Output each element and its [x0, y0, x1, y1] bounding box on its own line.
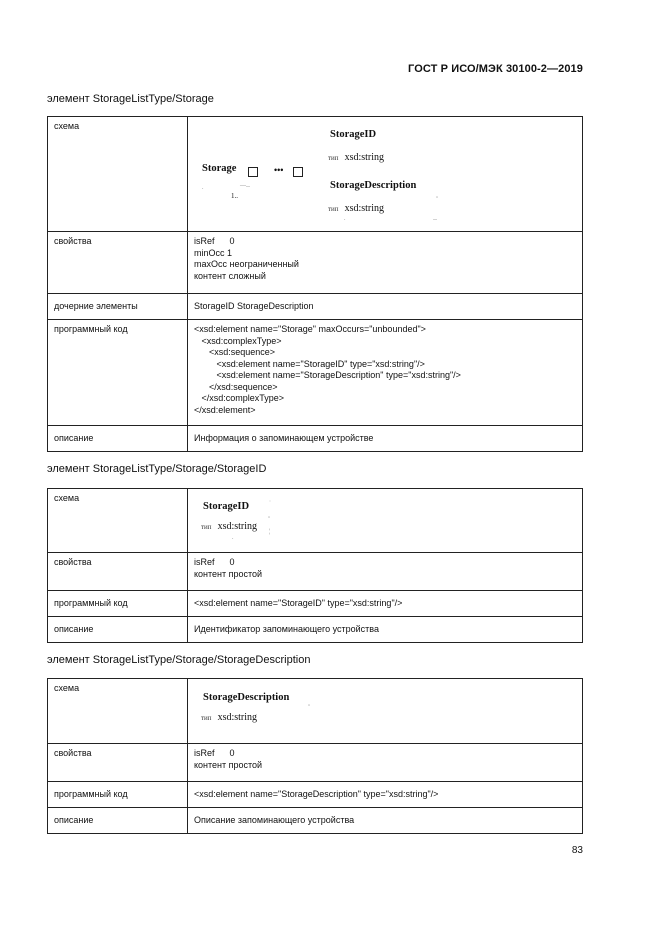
page-number: 83 — [571, 845, 583, 856]
complex-type-box-icon — [248, 167, 258, 177]
diagram-element-name: StorageDescription — [203, 692, 290, 703]
row-label-properties: свойства — [48, 553, 188, 591]
diagram-element-name: StorageID — [203, 501, 250, 512]
row-label-schema: схема — [48, 489, 188, 553]
type-value: xsd:string — [217, 521, 258, 532]
property-line: isRef 0 — [194, 557, 235, 567]
diagram-dot-mark: ˈ — [269, 501, 271, 507]
diagram-dot-mark: ¦ — [269, 529, 271, 535]
code-line: </xsd:sequence> — [194, 381, 278, 392]
property-line: maxOcc неограниченный — [194, 259, 299, 269]
element-table-storagedescription — [47, 678, 583, 834]
code-line: <xsd:element name="Storage" maxOccurs="unbounded"> — [194, 324, 426, 334]
diagram-child-name: StorageDescription — [330, 180, 417, 191]
diagram-dot-mark: . — [232, 535, 234, 541]
diagram-child-type-row — [328, 203, 384, 216]
type-label: тип — [201, 714, 212, 722]
children-cell: StorageID StorageDescription — [188, 294, 583, 320]
type-value: xsd:string — [217, 712, 258, 723]
diagram-type-row — [201, 521, 257, 534]
schema-diagram — [194, 121, 576, 226]
property-line: контент сложный — [194, 270, 266, 281]
code-line: </xsd:complexType> — [194, 393, 285, 403]
section-title: элемент StorageListType/Storage/StorageDescription — [47, 654, 311, 666]
type-value: xsd:string — [344, 203, 385, 214]
type-label: тип — [328, 205, 339, 213]
row-label-source: программный код — [48, 591, 188, 617]
properties-cell — [188, 232, 583, 294]
document-header: ГОСТ Р ИСО/МЭК 30100-2—2019 — [408, 63, 583, 75]
row-label-children: дочерние элементы — [48, 294, 188, 320]
property-line: minOcc 1 — [194, 247, 233, 258]
diagram-dot-mark: . — [202, 185, 204, 191]
row-label-source: программный код — [48, 320, 188, 426]
property-line: isRef 0 — [194, 748, 235, 758]
row-label-schema: схема — [48, 117, 188, 232]
row-label-source: программный код — [48, 782, 188, 808]
schema-diagram-cell — [188, 117, 583, 232]
row-label-description: описание — [48, 617, 188, 643]
diagram-type-row — [201, 712, 257, 725]
schema-diagram — [194, 683, 576, 738]
row-label-description: описание — [48, 426, 188, 452]
row-label-description: описание — [48, 808, 188, 834]
section-title: элемент StorageListType/Storage/StorageID — [47, 463, 267, 475]
description-cell: Информация о запоминающем устройстве — [188, 426, 583, 452]
diagram-dot-mark: ˇ — [268, 517, 270, 523]
property-line: isRef 0 — [194, 236, 235, 246]
element-table-storage — [47, 116, 583, 452]
diagram-element-name: Storage — [202, 163, 237, 174]
schema-diagram-cell — [188, 679, 583, 744]
diagram-dot-mark: ˇ — [308, 705, 310, 711]
code-line: <xsd:sequence> — [194, 347, 276, 357]
property-line: контент простой — [194, 759, 263, 770]
properties-cell — [188, 553, 583, 591]
schema-diagram — [194, 493, 576, 547]
element-table-storageid — [47, 488, 583, 643]
sequence-box-icon — [293, 167, 303, 177]
diagram-child-name: StorageID — [330, 129, 377, 140]
type-label: тип — [201, 523, 212, 531]
code-line: </xsd:element> — [194, 404, 256, 415]
properties-cell — [188, 744, 583, 782]
row-label-properties: свойства — [48, 232, 188, 294]
section-title: элемент StorageListType/Storage — [47, 93, 214, 105]
row-label-properties: свойства — [48, 744, 188, 782]
description-cell: Описание запоминающего устройства — [188, 808, 583, 834]
sequence-icon: ••• — [274, 165, 284, 175]
row-label-schema: схема — [48, 679, 188, 744]
description-cell: Идентификатор запоминающего устройства — [188, 617, 583, 643]
diagram-dot-mark: . — [344, 216, 346, 222]
diagram-dot-mark: ‥ — [433, 216, 438, 222]
type-label: тип — [328, 154, 339, 162]
diagram-multiplicity: 1.. — [231, 192, 238, 200]
code-line: <xsd:element name="StorageID" type="xsd:string"/> — [194, 358, 425, 369]
property-line: контент простой — [194, 568, 263, 579]
diagram-child-type-row — [328, 152, 384, 165]
type-value: xsd:string — [344, 152, 385, 163]
source-code-cell: <xsd:element name="StorageID" type="xsd:string"/> — [188, 591, 583, 617]
code-line: <xsd:complexType> — [194, 335, 282, 346]
schema-diagram-cell — [188, 489, 583, 553]
source-code-cell — [188, 320, 583, 426]
code-line: <xsd:element name="StorageDescription" type="xsd:string"/> — [194, 370, 461, 380]
source-code-cell: <xsd:element name="StorageDescription" type="xsd:string"/> — [188, 782, 583, 808]
diagram-tick-mark: —‥ — [240, 183, 251, 189]
diagram-dot-mark: ˇ — [436, 197, 438, 203]
